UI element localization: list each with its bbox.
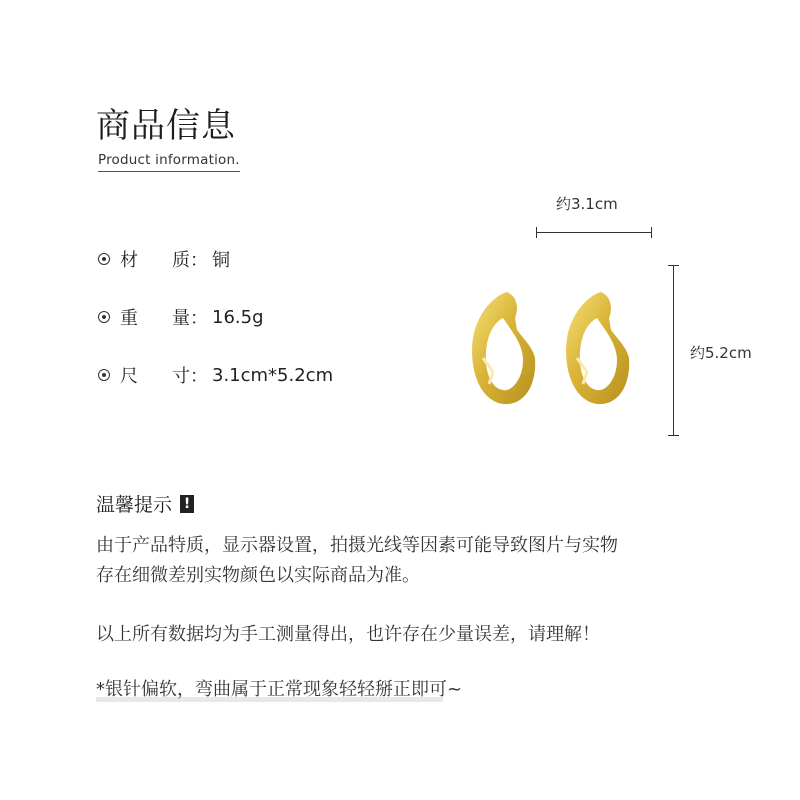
spec-label-char2: 量: [172, 308, 190, 329]
tips-title-text: 温馨提示: [96, 494, 173, 516]
spec-value-size: 3.1cm*5.2cm: [212, 364, 334, 386]
width-dimension-line: [536, 232, 652, 233]
warning-icon: !: [180, 495, 194, 513]
gold-earrings-image: [455, 280, 655, 410]
earring-right: [566, 292, 629, 404]
tips-line-1: 由于产品特质，显示器设置，拍摄光线等因素可能导致图片与实物: [96, 535, 618, 556]
earring-left: [472, 292, 535, 404]
spec-label-char1: 尺: [120, 366, 138, 387]
tips-line-2: 存在细微差别实物颜色以实际商品为准。: [96, 565, 420, 586]
bullet-icon: [98, 369, 110, 381]
spec-label-char1: 材: [120, 250, 138, 271]
spec-value-material: 铜: [212, 250, 230, 271]
width-dimension-label: 约3.1cm: [556, 195, 618, 213]
spec-row-size: [98, 363, 333, 387]
spec-row-weight: [98, 305, 264, 329]
spec-label-char1: 重: [120, 308, 138, 329]
height-dimension-line: [673, 265, 674, 436]
page-subtitle: Product information.: [98, 152, 240, 172]
spec-label-char2: 寸: [172, 366, 190, 387]
page-title: 商品信息: [96, 106, 236, 146]
spec-colon: ：: [190, 250, 208, 271]
spec-colon: ：: [190, 366, 208, 387]
tips-heading: [96, 490, 194, 517]
spec-row-material: [98, 247, 230, 271]
height-dimension-label: 约5.2cm: [690, 344, 752, 362]
bullet-icon: [98, 311, 110, 323]
spec-value-weight: 16.5g: [212, 306, 264, 328]
tips-line-3: 以上所有数据均为手工测量得出，也许存在少量误差，请理解！: [96, 624, 600, 645]
spec-label-char2: 质: [172, 250, 190, 271]
tips-note: *银针偏软，弯曲属于正常现象轻轻掰正即可~: [96, 679, 463, 700]
bullet-icon: [98, 253, 110, 265]
spec-colon: ：: [190, 308, 208, 329]
